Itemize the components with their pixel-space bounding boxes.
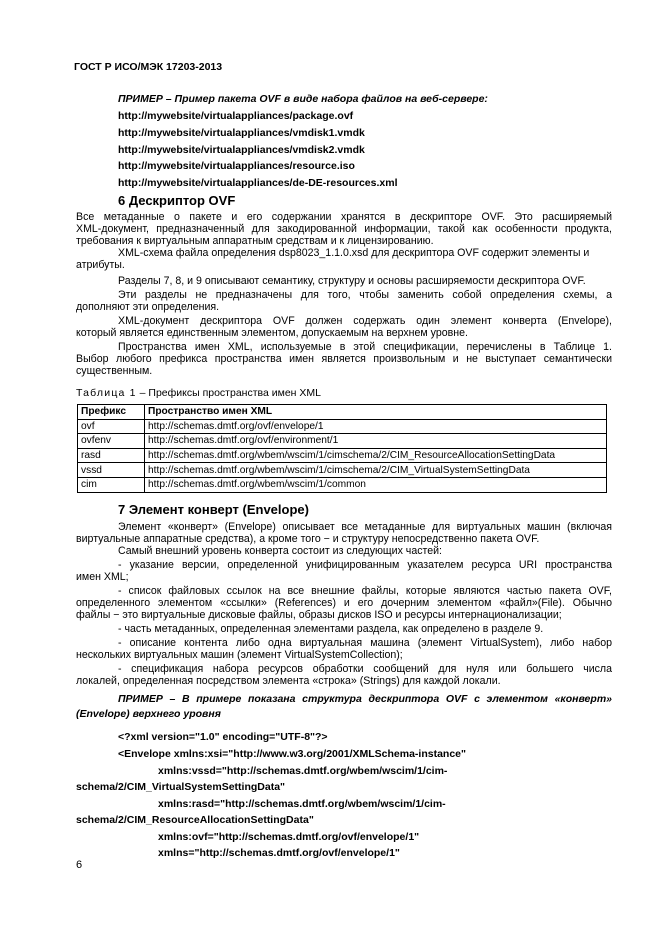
table-cell-prefix: ovfenv (78, 434, 145, 449)
example1-url: http://mywebsite/virtualappliances/vmdisk1.vmdk (118, 127, 365, 139)
code-line: schema/2/CIM_ResourceAllocationSettingData" (76, 814, 314, 826)
section7-line: Самый внешний уровень конверта состоит из следующих частей: (118, 545, 443, 557)
table-cell-prefix: ovf (78, 419, 145, 434)
section6-line: XML-схема файла определения dsp8023_1.1.0.xsd для дескриптора OVF содержит элементы и (118, 247, 590, 259)
section7-line: - описание контента либо одна виртуальная машина (элемент VirtualSystem), либо набор (118, 637, 612, 649)
section6-heading: 6 Дескриптор OVF (118, 193, 236, 208)
section7-line: - часть метаданных, определенная элементами раздела, как определено в разделе 9. (118, 623, 544, 635)
table-caption-prefix: Таблица 1 (76, 387, 137, 399)
code-line: schema/2/CIM_VirtualSystemSettingData" (76, 781, 286, 793)
example1-url: http://mywebsite/virtualappliances/vmdisk2.vmdk (118, 144, 365, 156)
section6-line: Пространства имен XML, используемые в этой спецификации, перечислены в Таблице 1. (118, 341, 612, 353)
section6-line: XML-документ, предназначенный для закодированной информации, такой как особенности продукта, (76, 223, 612, 235)
table-cell-namespace: http://schemas.dmtf.org/ovf/environment/1 (145, 434, 607, 449)
table-cell-namespace: http://schemas.dmtf.org/wbem/wscim/1/cimschema/2/CIM_VirtualSystemSettingData (145, 463, 607, 478)
section6-line: дополняют эти определения. (76, 301, 220, 313)
section7-line: определенного элементом «ссылки» (References) и его дочерним элементом «файл»(File). Обычно (76, 597, 612, 609)
table-row (78, 463, 607, 478)
section7-heading: 7 Элемент конверт (Envelope) (118, 502, 309, 517)
table-row (78, 434, 607, 449)
table-cell-namespace: http://schemas.dmtf.org/ovf/envelope/1 (145, 419, 607, 434)
code-line: xmlns:vssd="http://schemas.dmtf.org/wbem/wscim/1/cim- (158, 765, 448, 777)
table-row (78, 419, 607, 434)
section6-line: существенным. (76, 365, 153, 377)
table-cell-namespace: http://schemas.dmtf.org/wbem/wscim/1/common (145, 477, 607, 492)
section6-line: Выбор любого префикса пространства имен является произвольным и не выступает семантически (76, 353, 612, 365)
section7-line: локалей, определенная посредством элемента «строка» (Strings) для каждой локали. (76, 675, 501, 687)
section7-line: имен XML; (76, 571, 129, 583)
document-header: ГОСТ Р ИСО/МЭК 17203-2013 (74, 61, 223, 73)
table-caption-text: – Префиксы пространства имен XML (136, 387, 321, 399)
example2-title: ПРИМЕР – В примере показана структура дескриптора OVF с элементом «конверт» (118, 693, 612, 705)
table-header-cell: Префикс (78, 405, 145, 420)
table-cell-namespace: http://schemas.dmtf.org/wbem/wscim/1/cimschema/2/CIM_ResourceAllocationSettingData (145, 448, 607, 463)
section6-line: атрибуты. (76, 259, 125, 271)
example1-url: http://mywebsite/virtualappliances/package.ovf (118, 110, 354, 122)
section7-line: нескольких виртуальных машин (элемент VirtualSystemCollection); (76, 649, 403, 661)
table-header-cell: Пространство имен XML (145, 405, 607, 420)
table-header-row (78, 405, 607, 420)
namespace-prefix-table (77, 404, 607, 493)
section7-line: - список файловых ссылок на все внешние файлы, которые являются частью пакета OVF, (118, 585, 612, 597)
code-line: xmlns="http://schemas.dmtf.org/ovf/envelope/1" (158, 847, 400, 859)
table-row (78, 477, 607, 492)
table-cell-prefix: cim (78, 477, 145, 492)
section7-line: - спецификация набора ресурсов обработки сообщений для нуля или большего числа (118, 663, 612, 675)
example2-title-cont: (Envelope) верхнего уровня (76, 708, 221, 720)
table-row (78, 448, 607, 463)
code-line: <Envelope xmlns:xsi="http://www.w3.org/2001/XMLSchema-instance" (118, 748, 467, 760)
table-cell-prefix: rasd (78, 448, 145, 463)
section6-line: требования к виртуальным аппаратным средствам и к лицензированию. (76, 235, 434, 247)
page-number: 6 (76, 859, 83, 871)
example1-url: http://mywebsite/virtualappliances/resource.iso (118, 160, 355, 172)
example1-title: ПРИМЕР – Пример пакета OVF в виде набора файлов на веб-сервере: (118, 93, 488, 105)
example1-url: http://mywebsite/virtualappliances/de-DE-resources.xml (118, 177, 398, 189)
section7-line: Элемент «конверт» (Envelope) описывает все метаданные для виртуальных машин (включая (118, 521, 612, 533)
section7-line: файлы − это виртуальные дисковые файлы, образы дисков ISO и ресурсы интернационализации; (76, 609, 562, 621)
section6-line: который является единственным элементом, допускаемым на верхнем уровне. (76, 327, 468, 339)
section7-line: - указание версии, определенной унифицированным указателем ресурса URI пространства (118, 559, 612, 571)
section6-line: XML-документ дескриптора OVF должен содержать один элемент конверта (Envelope), (118, 315, 612, 327)
section6-line: Эти разделы не предназначены для того, чтобы заменить собой определения схемы, а (118, 289, 612, 301)
section6-line: Разделы 7, 8, и 9 описывают семантику, структуру и основы расширяемости дескриптора OVF. (118, 275, 586, 287)
code-line: <?xml version="1.0" encoding="UTF-8"?> (118, 731, 328, 743)
table-cell-prefix: vssd (78, 463, 145, 478)
section7-line: виртуальные аппаратные средства), а кроме того − и структуру непосредственно пакета OVF. (76, 533, 540, 545)
code-line: xmlns:rasd="http://schemas.dmtf.org/wbem/wscim/1/cim- (158, 798, 446, 810)
section6-line: Все метаданные о пакете и его содержании хранятся в дескрипторе OVF. Это расширяемый (76, 211, 612, 223)
table-caption (76, 387, 321, 399)
code-line: xmlns:ovf="http://schemas.dmtf.org/ovf/envelope/1" (158, 831, 420, 843)
